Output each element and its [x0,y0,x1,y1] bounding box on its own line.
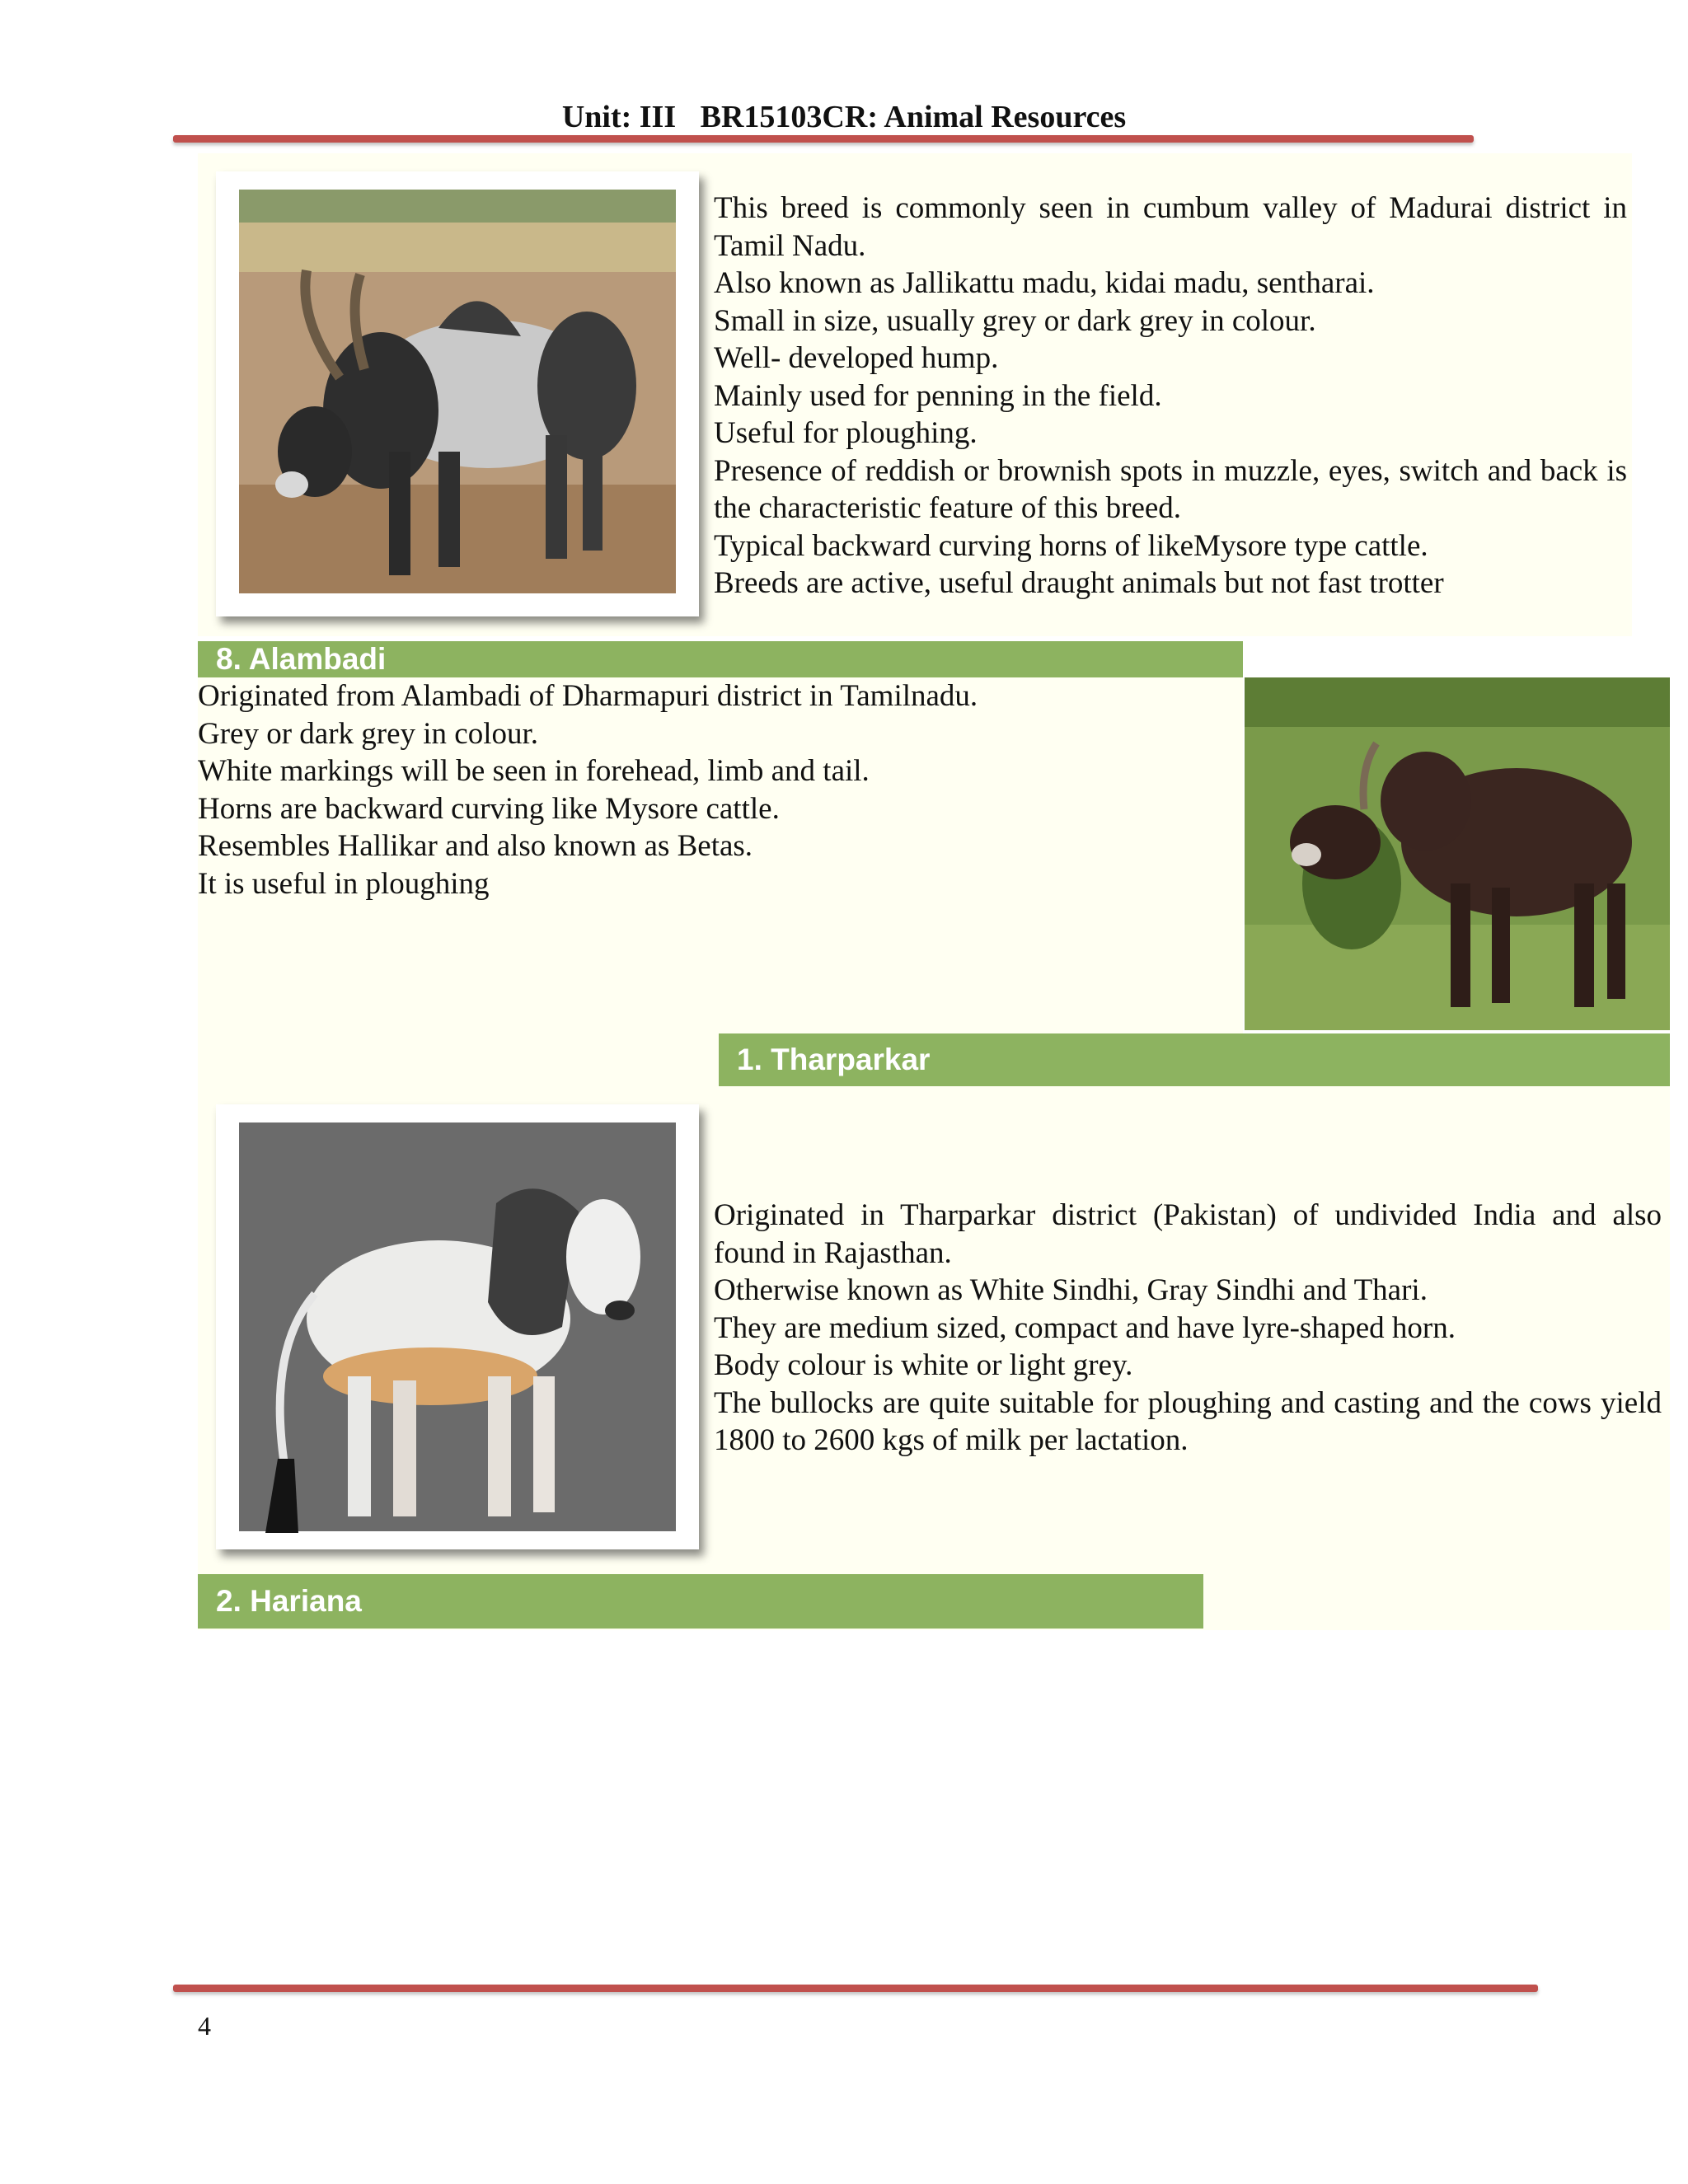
header-rule [173,135,1474,143]
unit-label: Unit: III [561,100,677,134]
tharparkar-line: Originated in Tharparkar district (Pakistan) of undivided India and also found in Rajasthan. [714,1198,1662,1270]
tharparkar-line: The bullocks are quite suitable for ploughing and casting and the cows yield 1800 to 2600 kgs of milk per lactation. [714,1385,1662,1457]
alambadi-line: White markings will be seen in forehead, limb and tail. [198,754,870,788]
intro-line: Typical backward curving horns of likeMysore type cattle. [714,528,1428,563]
intro-line: Mainly used for penning in the field. [714,378,1162,413]
intro-line: Well- developed hump. [714,341,999,375]
page-header [0,97,1688,137]
intro-line: Presence of reddish or brownish spots in muzzle, eyes, switch and back is the characteristic feature of this breed. [714,453,1627,525]
intro-line: This breed is commonly seen in cumbum valley of Madurai district in Tamil Nadu. [714,191,1627,263]
intro-photo-frame [216,171,699,616]
page-number: 4 [198,2011,211,2041]
intro-line: Useful for ploughing. [714,416,978,450]
alambadi-bull-photo [1245,677,1670,1030]
hariana-heading: 2. Hariana [198,1574,1203,1629]
alambadi-description [198,677,1228,902]
alambadi-line: Resembles Hallikar and also known as Betas. [198,829,753,863]
intro-line: Also known as Jallikattu madu, kidai madu, sentharai. [714,266,1375,300]
alambadi-line: Grey or dark grey in colour. [198,716,539,751]
intro-line: Small in size, usually grey or dark grey in colour. [714,303,1316,338]
tharparkar-line: Otherwise known as White Sindhi, Gray Sindhi and Thari. [714,1273,1428,1307]
intro-description [714,190,1627,602]
tharparkar-heading: 1. Tharparkar [719,1033,1670,1086]
alambadi-line: Originated from Alambadi of Dharmapuri district in Tamilnadu. [198,679,978,713]
alambadi-heading: 8. Alambadi [198,641,1243,677]
tharparkar-line: Body colour is white or light grey. [714,1348,1133,1382]
intro-line: Breeds are active, useful draught animals but not fast trotter [714,566,1444,600]
tharparkar-line: They are medium sized, compact and have lyre-shaped horn. [714,1310,1456,1345]
alambadi-photo [1245,677,1670,1030]
intro-bull-photo [216,171,699,616]
alambadi-line: Horns are backward curving like Mysore cattle. [198,791,780,826]
course-title: BR15103CR: Animal Resources [700,100,1127,134]
tharparkar-bull-photo [216,1104,699,1549]
footer-rule [173,1985,1538,1992]
tharparkar-photo-frame [216,1104,699,1549]
tharparkar-description [714,1197,1662,1460]
alambadi-line: It is useful in ploughing [198,866,490,901]
